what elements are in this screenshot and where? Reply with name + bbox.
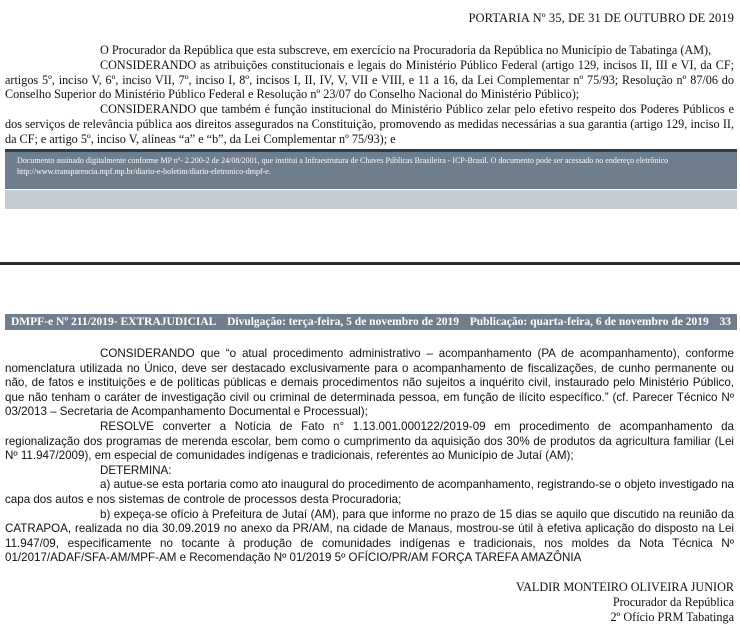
journal-edition: DMPF-e Nº 211/2019- EXTRAJUDICIAL [11,316,217,328]
item-a-paragraph: a) autue-se esta portaria como ato inaugural do procedimento de acompanhamento, registrando-se o objeto investigado na capa dos autos e nos sistemas de controle de processos desta Procuradoria; [5,478,734,506]
resolve-paragraph: RESOLVE converter a Notícia de Fato n° 1.13.001.000122/2019-09 em procedimento de acompanhamento da regionalização dos programas de merenda escolar, bem como o cumprimento da aquisição dos 30% de produtos da agricultura familiar (Lei Nº 11.947/2009), em especial de comunidades indígenas e tradicionais, referentes ao Município de Jutaí (AM); [5,419,734,463]
considerando-3-paragraph: CONSIDERANDO que “o atual procedimento administrativo – acompanhamento (PA de acompanhamento), conforme nomenclatura utilizada no Único, deve ser destacado exclusivamente para o acompanhamento de fiscalizações, de cunho permanente ou não, de fatos e instituições e de políticas públicas e demais procedimentos não sujeitos a inquérito civil, instaurado pelo Ministério Público, que não tenham o caráter de investigação civil ou criminal de determinada pessoa, em função de ilícito específico.” (cf. Parecer Técnico Nº 03/2013 – Secretaria de Acompanhamento Documental e Processual); [5,347,734,419]
journal-header-bar [5,314,737,330]
intro-paragraph: O Procurador da República que esta subscreve, em exercício na Procuradoria da República no Município de Tabatinga (AM), [100,43,712,57]
page-divider [0,262,740,265]
page-number: 33 [719,316,731,328]
signer-name: VALDIR MONTEIRO OLIVEIRA JUNIOR [515,580,734,594]
footer-strip [5,190,737,209]
considerando-1-paragraph: CONSIDERANDO as atribuições constitucionais e legais do Ministério Público Federal (artigo 129, incisos II, III e VI, da CF; artigos 5º, inciso V, 6º, inciso VII, 7º, inciso I, 8º, incisos I, II, IV, V, VII e VIII, e 11 a 16, da Lei Complementar nº 75/93; Resolução nº 87/06 do Conselho Superior do Ministério Público Federal e Resolução nº 23/07 do Conselho Nacional do Ministério Público); [5,57,734,102]
continuation-body [5,347,734,566]
portaria-body [5,43,734,147]
divulgacao-date: Divulgação: terça-feira, 5 de novembro de 2019 [227,316,460,328]
item-b-paragraph: b) expeça-se ofício à Prefeitura de Jutaí (AM), para que informe no prazo de 15 dias se aquilo que discutido na reunião da CATRAPOA, realizada no dia 30.09.2019 no anexo da PR/AM, na cidade de Manaus, mostrou-se útil à efetiva aplicação do disposto na Lei 11.947/09, especificamente no tocante à produção de comunidades indígenas e tradicionais, nos moldes da Nota Técnica Nº 01/2017/ADAF/SFA-AM/MPF-AM e Recomendação Nº 01/2019 5º OFÍCIO/PR/AM FORÇA TAREFA AMAZÔNIA [5,507,734,565]
digital-signature-text: Documento assinado digitalmente conforme MP nº- 2.200-2 de 24/08/2001, que institui a Infraestrutura de Chaves Públicas Brasileira - ICP-Brasil. O documento pode ser acessado no endereço eletrônico http://www.transparencia.mpf.mp.br/diario-e-boletim/diario-eletronico-dmpf-e. [17,156,669,176]
digital-signature-note [5,149,737,189]
signer-office: 2º Ofício PRM Tabatinga [610,609,734,624]
signature-block [516,580,734,624]
signer-role: Procurador da República [612,594,734,609]
considerando-2-paragraph: CONSIDERANDO que também é função institucional do Ministério Público zelar pelo efetivo respeito dos Poderes Públicos e dos serviços de relevância pública aos direitos assegurados na Constituição, promovendo as medidas necessárias a sua garantia (artigo 129, inciso II, da CF; e artigo 5º, inciso V, alíneas “a” e “b”, da Lei Complementar nº 75/93); e [5,102,734,146]
portaria-title: PORTARIA Nº 35, DE 31 DE OUTUBRO DE 2019 [468,11,734,25]
determina-heading: DETERMINA: [100,463,172,477]
publicacao-date: Publicação: quarta-feira, 6 de novembro de 2019 [469,316,709,328]
